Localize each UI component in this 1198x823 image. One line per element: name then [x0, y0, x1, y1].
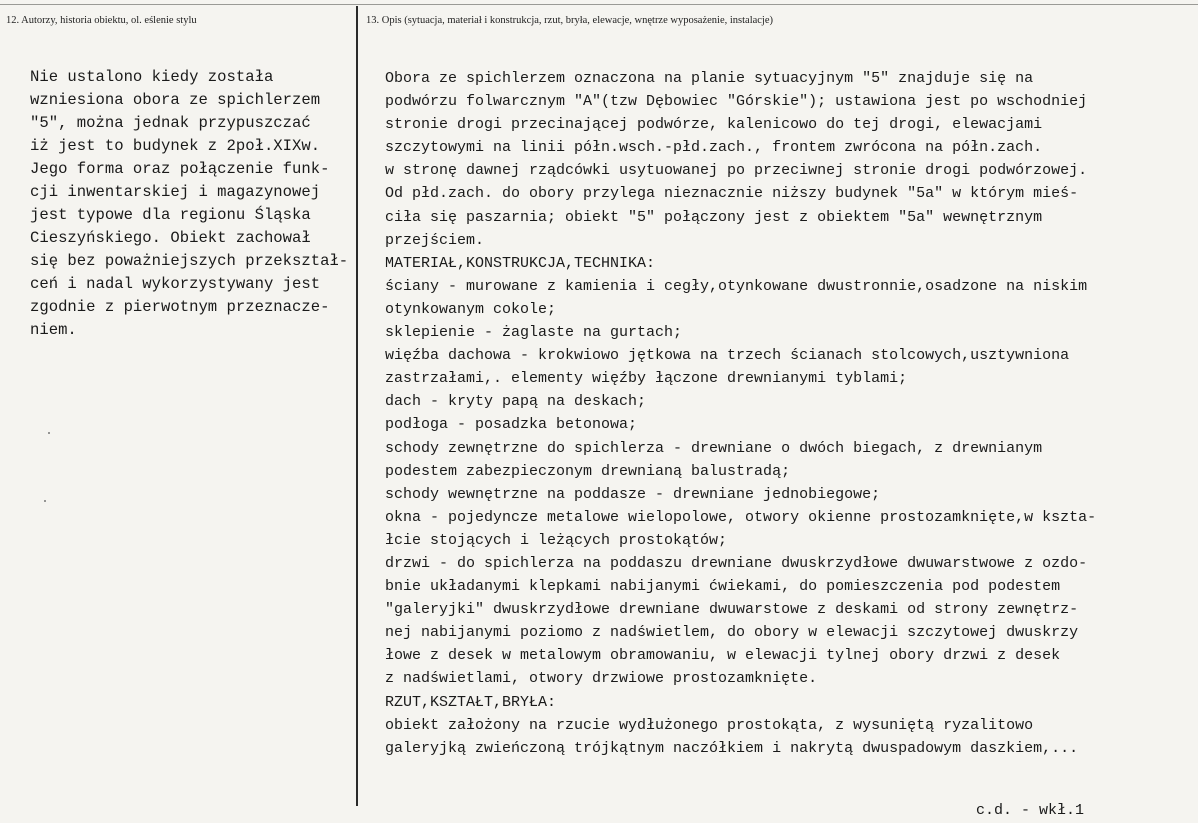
description-line: ściany - murowane z kamienia i cegły,otynkowane dwustronnie,osadzone na niskim	[385, 277, 1088, 295]
history-line: Cieszyńskiego. Obiekt zachował	[30, 229, 311, 247]
description-text	[385, 67, 1096, 760]
description-line: "galeryjki" dwuskrzydłowe drewniane dwuwarstowe z deskami od strony zewnętrz-	[385, 601, 1079, 619]
description-line: sklepienie - żaglaste na gurtach;	[385, 324, 683, 342]
description-line: bnie układanymi klepkami nabijanymi ćwiekami, do pomieszczenia pod podestem	[385, 578, 1061, 596]
description-line: schody wewnętrzne na poddasze - drewniane jednobiegowe;	[385, 485, 881, 503]
description-line: podłoga - posadzka betonowa;	[385, 416, 638, 434]
description-line: obiekt założony na rzucie wydłużonego prostokąta, z wysuniętą ryzalitowo	[385, 716, 1034, 734]
description-line: z nadświetlami, otwory drzwiowe prostozamknięte.	[385, 670, 818, 688]
description-line: dach - kryty papą na deskach;	[385, 393, 647, 411]
history-line: wzniesiona obora ze spichlerzem	[30, 91, 321, 109]
description-line: podestem zabezpieczonym drewnianą balustradą;	[385, 462, 791, 480]
paper-speck	[44, 500, 46, 502]
section-12-heading: 12. Autorzy, historia obiektu, ol. eślenie stylu	[6, 15, 197, 26]
description-line: okna - pojedyncze metalowe wielopolowe, otwory okienne prostozamknięte,w kszta-	[385, 508, 1097, 526]
description-line: ciła się paszarnia; obiekt "5" połączony jest z obiektem "5a" wewnętrznym	[385, 208, 1043, 226]
history-line: iż jest to budynek z 2poł.XIXw.	[30, 137, 321, 155]
history-line: Jego forma oraz połączenie funk-	[30, 160, 330, 178]
description-line: więźba dachowa - krokwiowo jętkowa na trzech ścianach stolcowych,usztywniona	[385, 347, 1070, 365]
description-line: Od płd.zach. do obory przylega nieznacznie niższy budynek "5a" w którym mieś-	[385, 185, 1079, 203]
description-line: drzwi - do spichlerza na poddaszu drewniane dwuskrzydłowe dwuwarstwowe z ozdo-	[385, 554, 1088, 572]
history-line: zgodnie z pierwotnym przeznacze-	[30, 298, 330, 316]
description-line: otynkowanym cokole;	[385, 300, 557, 318]
description-line: przejściem.	[385, 231, 485, 249]
description-line: w stronę dawnej rządcówki usytuowanej po przeciwnej stronie drogi podwórzowej.	[385, 162, 1088, 180]
section-label-material: MATERIAŁ,KONSTRUKCJA,TECHNIKA:	[385, 254, 656, 272]
history-line: "5", można jednak przypuszczać	[30, 114, 311, 132]
description-line: łcie stojących i leżących prostokątów;	[385, 531, 728, 549]
history-line: ceń i nadal wykorzystywany jest	[30, 275, 321, 293]
description-line: schody zewnętrzne do spichlerza - drewniane o dwóch biegach, z drewnianym	[385, 439, 1043, 457]
history-line: jest typowe dla regionu Śląska	[30, 206, 311, 224]
history-text	[30, 66, 348, 342]
description-line: stronie drogi przecinającej podwórze, kalenicowo do tej drogi, elewacjami	[385, 116, 1043, 134]
section-13-heading: 13. Opis (sytuacja, materiał i konstrukcja, rzut, bryła, elewacje, wnętrze wyposażenie, instalacje)	[366, 15, 774, 26]
history-line: Nie ustalono kiedy została	[30, 68, 274, 86]
history-line: się bez poważniejszych przekształ-	[30, 252, 349, 270]
section-label-plan: RZUT,KSZTAŁT,BRYŁA:	[385, 693, 557, 711]
description-line: nej nabijanymi poziomo z nadświetlem, do obory w elewacji szczytowej dwuskrzy	[385, 624, 1079, 642]
history-line: niem.	[30, 321, 77, 339]
description-line: Obora ze spichlerzem oznaczona na planie sytuacyjnym "5" znajduje się na	[385, 70, 1034, 87]
description-line: podwórzu folwarcznym "A"(tzw Dębowiec "Górskie"); ustawiona jest po wschodniej	[385, 93, 1088, 111]
top-rule	[0, 4, 1198, 5]
description-line: szczytowymi na linii półn.wsch.-płd.zach., frontem zwrócona na półn.zach.	[385, 139, 1043, 157]
column-divider	[356, 6, 358, 806]
history-line: cji inwentarskiej i magazynowej	[30, 183, 321, 201]
paper-speck	[48, 432, 50, 434]
description-line: zastrzałami,. elementy więźby łączone drewnianymi tyblami;	[385, 370, 908, 388]
description-line: galeryjką zwieńczoną trójkątnym naczółkiem i nakrytą dwuspadowym daszkiem,...	[385, 739, 1079, 757]
continuation-note: c.d. - wkł.1	[976, 802, 1085, 819]
description-line: łowe z desek w metalowym obramowaniu, w elewacji tylnej obory drzwi z desek	[385, 647, 1061, 665]
